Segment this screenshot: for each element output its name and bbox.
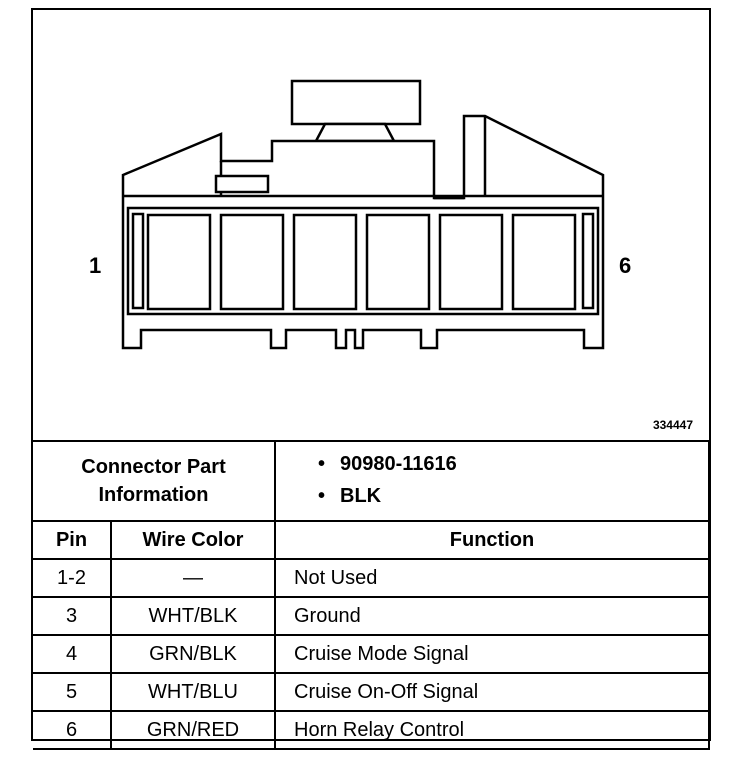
pin-6-label: 6: [619, 253, 632, 278]
function-cell: Not Used: [275, 559, 709, 597]
wire-color-cell: WHT/BLU: [111, 673, 275, 711]
part-info-header-line2: Information: [98, 484, 209, 506]
wire-color-cell: GRN/BLK: [111, 635, 275, 673]
function-cell: Cruise Mode Signal: [275, 635, 709, 673]
function-column-header: Function: [275, 521, 709, 559]
cavity-6: [513, 215, 575, 309]
part-number-item: [276, 448, 708, 480]
part-info-header-line1: Connector Part: [81, 456, 226, 478]
pin-cell: 6: [33, 711, 111, 749]
diagram-frame: [31, 8, 711, 741]
pin-column-header: Pin: [33, 521, 111, 559]
cavity-3: [294, 215, 356, 309]
wire-color-cell: GRN/RED: [111, 711, 275, 749]
pin-cell: 3: [33, 597, 111, 635]
wire-color-column-header: Wire Color: [111, 521, 275, 559]
pin-1-label: 1: [89, 253, 102, 278]
part-info-header: [33, 441, 275, 521]
table-row: [33, 635, 709, 673]
cavity-4: [367, 215, 429, 309]
connector-diagram: [33, 10, 709, 440]
function-cell: Horn Relay Control: [275, 711, 709, 749]
wire-color-cell: —: [111, 559, 275, 597]
function-cell: Cruise On-Off Signal: [275, 673, 709, 711]
table-header-row: [33, 521, 709, 559]
cavity-2: [221, 215, 283, 309]
wire-color-cell: WHT/BLK: [111, 597, 275, 635]
pin-cell: 5: [33, 673, 111, 711]
bullet-icon: •: [318, 453, 326, 475]
latch-top: [292, 81, 420, 124]
cavity-1: [148, 215, 210, 309]
connector-drawing: [33, 10, 709, 440]
part-number: 90980-11616: [340, 453, 457, 475]
connector-color: BLK: [340, 485, 382, 507]
connector-info-table: [33, 440, 710, 750]
pin-cell: 4: [33, 635, 111, 673]
bullet-icon: •: [318, 485, 326, 507]
part-info-values: [275, 441, 709, 521]
pin-cell: 1-2: [33, 559, 111, 597]
table-row: [33, 711, 709, 749]
table-row: [33, 597, 709, 635]
cavity-5: [440, 215, 502, 309]
connector-color-item: [276, 480, 708, 512]
latch-neck: [316, 124, 394, 141]
table-row: [33, 559, 709, 597]
table-row: [33, 673, 709, 711]
figure-id: 334447: [652, 418, 693, 432]
function-cell: Ground: [275, 597, 709, 635]
locking-slot: [216, 176, 268, 192]
